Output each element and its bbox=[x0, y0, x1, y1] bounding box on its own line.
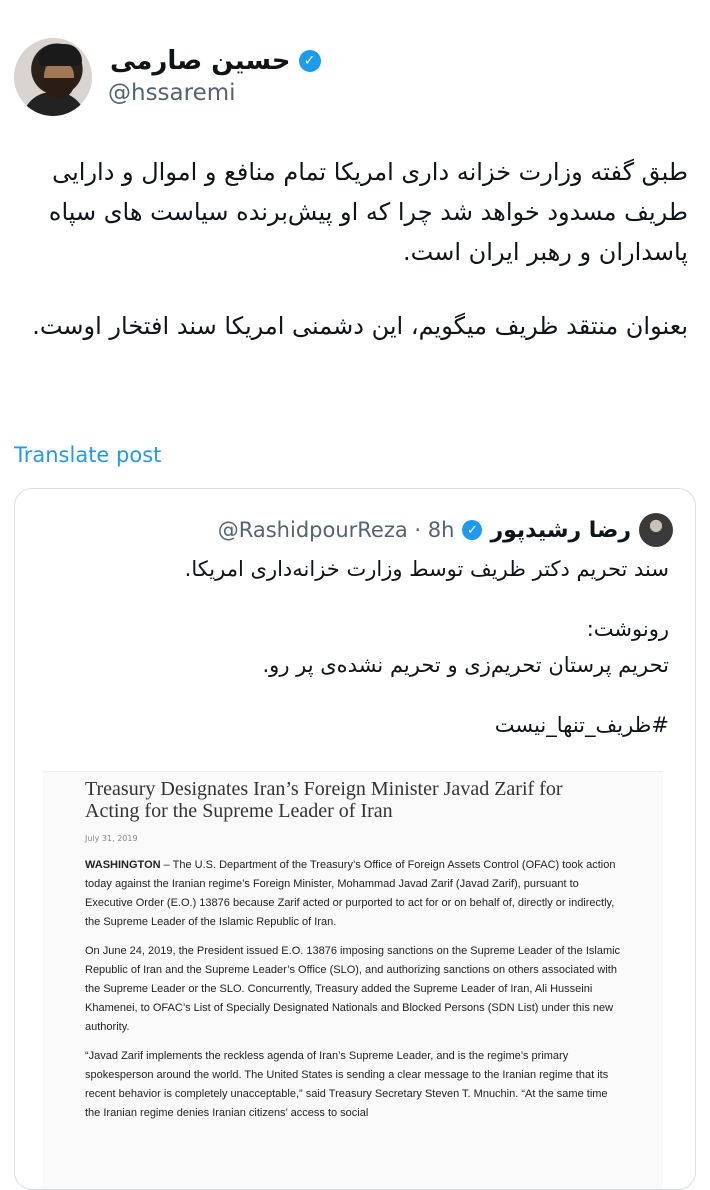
quoted-hashtag[interactable]: #ظریف_تنها_نیست bbox=[494, 713, 669, 737]
quoted-post-header bbox=[218, 513, 673, 547]
document-paragraph-2: On June 24, 2019, the President issued E.O. 13876 imposing sanctions on the Supreme Leader of the Islamic Republic of Iran and the Supreme Leader’s Office (SLO), and authorizing sanctions on others associated with the Supreme Leader or the SLO. Concurrently, Treasury added the Supreme Leader of Iran, Ali Husseini Khamenei, to OFAC’s List of Specially Designated Nationals and Blocked Persons (SDN List) under this new authority. bbox=[85, 945, 621, 1033]
quoted-verified-badge-icon: ✓ bbox=[462, 520, 482, 540]
author-avatar[interactable] bbox=[14, 38, 92, 116]
document-paragraph-3: “Javad Zarif implements the reckless agenda of Iran’s Supreme Leader, and is the regime’s primary spokesperson around the world. The United States is sending a clear message to the Iranian regime that its recent behavior is completely unacceptable,” said Treasury Secretary Steven T. Mnuchin. “At the same time the Iranian regime denies Iranian citizens’ access to social bbox=[85, 1050, 609, 1119]
post-text bbox=[8, 152, 688, 380]
post-paragraph-2: بعنوان منتقد ظریف میگویم، این دشمنی امریکا سند افتخار اوست. bbox=[32, 312, 688, 340]
quoted-image-document[interactable] bbox=[43, 771, 663, 1190]
document-paragraph-1-text: – The U.S. Department of the Treasury’s Office of Foreign Assets Control (OFAC) took action today against the Iranian regime’s Foreign Minister, Mohammad Javad Zarif (Javad Zarif), pursuant to Executive Order (E.O.) 13876 because Zarif acted or purported to act for or on behalf of, directly or indirectly, the Supreme Leader of the Islamic Republic of Iran. bbox=[85, 859, 616, 928]
document-title: Treasury Designates Iran’s Foreign Minister Javad Zarif for Acting for the Supreme Leader of Iran bbox=[85, 778, 563, 822]
translate-post-link[interactable]: Translate post bbox=[14, 443, 162, 467]
verified-badge-icon: ✓ bbox=[299, 50, 321, 72]
document-lead-word: WASHINGTON bbox=[85, 859, 161, 871]
quoted-author-name[interactable]: رضا رشیدپور bbox=[490, 517, 631, 543]
document-date: July 31, 2019 bbox=[85, 834, 138, 843]
quoted-author-handle[interactable]: @RashidpourReza · 8h bbox=[217, 518, 455, 542]
quoted-line-3: تحریم پرستان تحریم‌زی و تحریم نشده‌ی پر رو. bbox=[262, 653, 669, 677]
author-name[interactable]: حسین صارمی bbox=[110, 46, 291, 76]
quoted-post[interactable] bbox=[14, 488, 696, 1190]
post-header bbox=[14, 34, 694, 118]
author-name-row[interactable] bbox=[110, 46, 321, 76]
quoted-post-text bbox=[29, 551, 669, 767]
document-paragraph-1 bbox=[85, 856, 625, 932]
author-handle[interactable]: @hssaremi bbox=[108, 80, 236, 106]
document-body bbox=[85, 856, 625, 1133]
quoted-line-2: رونوشت: bbox=[586, 617, 669, 641]
quoted-line-1: سند تحریم دکتر ظریف توسط وزارت خزانه‌داری امریکا. bbox=[184, 557, 669, 581]
post-paragraph-1: طبق گفته وزارت خزانه داری امریکا تمام منافع و اموال و دارایی طریف مسدود خواهد شد چرا که او پیش‌برنده سیاست های سپاه پاسداران و رهبر ایران است. bbox=[48, 158, 688, 266]
quoted-author-avatar[interactable] bbox=[639, 513, 673, 547]
